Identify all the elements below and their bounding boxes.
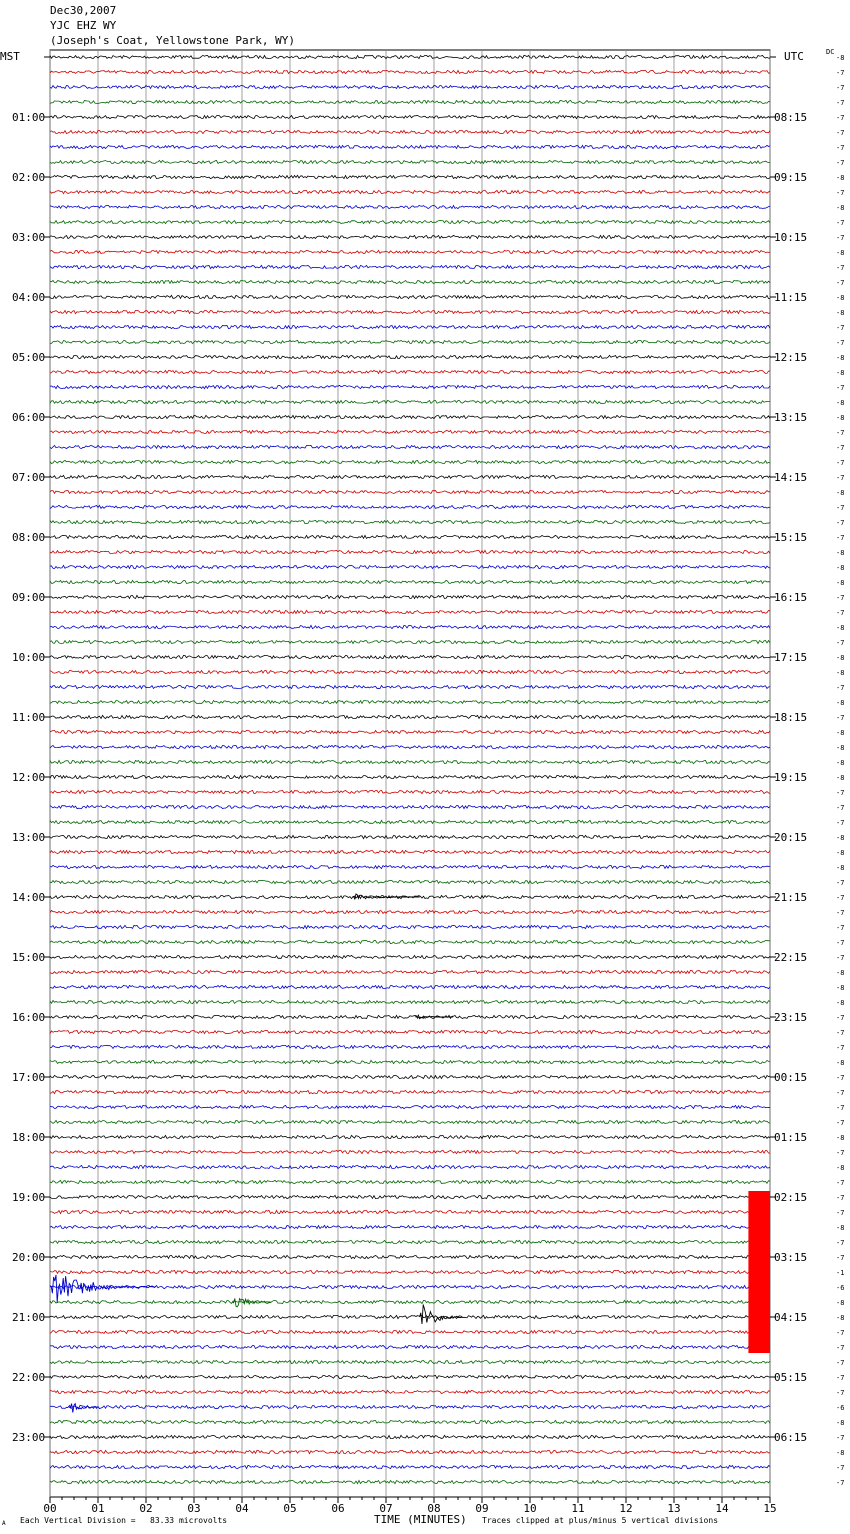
- trace-line: [50, 1210, 770, 1213]
- dc-offset-label: -8: [836, 849, 845, 857]
- seismic-event: [420, 1305, 463, 1325]
- dc-offset-label: -7: [836, 324, 845, 332]
- trace-line: [50, 745, 770, 748]
- trace-line: [50, 610, 770, 613]
- dc-offset-label: -8: [836, 654, 845, 662]
- seismic-event: [50, 1275, 156, 1303]
- left-hour-label: 17:00: [12, 1071, 46, 1084]
- left-axis-label: MST: [0, 50, 20, 63]
- dc-offset-label: -8: [836, 294, 845, 302]
- trace-line: [50, 640, 770, 643]
- dc-offset-label: -8: [836, 309, 845, 317]
- trace-line: [50, 1030, 770, 1033]
- dc-offset-label: -8: [836, 579, 845, 587]
- dc-offset-label: -8: [836, 414, 845, 422]
- right-hour-label: 09:15: [774, 171, 808, 184]
- trace-line: [50, 790, 770, 793]
- trace-line: [50, 1120, 770, 1123]
- dc-offset-label: -7: [836, 954, 845, 962]
- dc-offset-label: -8: [836, 624, 845, 632]
- dc-offset-label: -7: [836, 1119, 845, 1127]
- dc-offset-label: -6: [836, 1284, 845, 1292]
- dc-offset-label: -7: [836, 1089, 845, 1097]
- trace-line: [50, 1225, 770, 1228]
- dc-offset-label: -7: [836, 504, 845, 512]
- trace-line: [50, 265, 770, 268]
- dc-offset-label: -7: [836, 1239, 845, 1247]
- dc-offset-label: -7: [836, 429, 845, 437]
- x-tick-label: 11: [571, 1502, 585, 1515]
- dc-offset-label: -7: [836, 264, 845, 272]
- dc-offset-label: -8: [836, 969, 845, 977]
- trace-line: [50, 370, 770, 373]
- x-tick-label: 15: [763, 1502, 777, 1515]
- x-tick-label: 07: [379, 1502, 393, 1515]
- dc-offset-label: -7: [836, 1044, 845, 1052]
- trace-line: [50, 760, 770, 763]
- trace-line: [50, 400, 770, 403]
- dc-offset-label: -7: [836, 1179, 845, 1187]
- dc-offset-label: -7: [836, 1389, 845, 1397]
- dc-offset-label: -7: [836, 714, 845, 722]
- x-tick-label: 02: [139, 1502, 153, 1515]
- trace-line: [50, 1345, 770, 1348]
- trace-line: [50, 1315, 770, 1318]
- x-tick-label: 14: [715, 1502, 729, 1515]
- right-hour-label: 08:15: [774, 111, 808, 124]
- trace-line: [50, 1150, 770, 1153]
- x-tick-label: 06: [331, 1502, 345, 1515]
- trace-line: [50, 820, 770, 823]
- dc-offset-label: -7: [836, 384, 845, 392]
- trace-line: [50, 505, 770, 508]
- trace-line: [50, 835, 770, 838]
- dc-offset-label: -7: [836, 339, 845, 347]
- trace-line: [50, 205, 770, 208]
- trace-line: [50, 1000, 770, 1003]
- trace-line: [50, 880, 770, 883]
- trace-line: [50, 235, 770, 238]
- x-tick-label: 09: [475, 1502, 489, 1515]
- x-axis-title: TIME (MINUTES): [374, 1513, 467, 1526]
- dc-offset-label: -7: [836, 594, 845, 602]
- x-tick-label: 10: [523, 1502, 537, 1515]
- dc-offset-label: -7: [836, 99, 845, 107]
- trace-line: [50, 145, 770, 148]
- left-hour-label: 20:00: [12, 1251, 46, 1264]
- trace-line: [50, 1180, 770, 1183]
- left-hour-label: 18:00: [12, 1131, 46, 1144]
- dc-offset-label: -7: [836, 1479, 845, 1487]
- trace-line: [50, 115, 770, 118]
- trace-line: [50, 850, 770, 853]
- trace-line: [50, 70, 770, 73]
- trace-line: [50, 940, 770, 943]
- dc-offset-label: -7: [836, 1029, 845, 1037]
- right-hour-label: 12:15: [774, 351, 808, 364]
- left-hour-label: 03:00: [12, 231, 46, 244]
- trace-line: [50, 910, 770, 913]
- left-hour-label: 05:00: [12, 351, 46, 364]
- right-hour-label: 16:15: [774, 591, 808, 604]
- dc-offset-label: -7: [836, 894, 845, 902]
- left-hour-label: 14:00: [12, 891, 46, 904]
- dc-offset-label: -8: [836, 669, 845, 677]
- dc-offset-label: -7: [836, 939, 845, 947]
- x-tick-label: 01: [91, 1502, 105, 1515]
- dc-offset-label: -7: [836, 684, 845, 692]
- left-hour-label: 11:00: [12, 711, 46, 724]
- right-hour-label: 10:15: [774, 231, 808, 244]
- dc-offset-label: -8: [836, 1224, 845, 1232]
- trace-line: [50, 415, 770, 418]
- dc-offset-label: -8: [836, 249, 845, 257]
- dc-offset-label: -7: [836, 474, 845, 482]
- dc-offset-label: -8: [836, 864, 845, 872]
- left-hour-label: 15:00: [12, 951, 46, 964]
- left-hour-label: 21:00: [12, 1311, 46, 1324]
- dc-offset-label: -7: [836, 639, 845, 647]
- right-hour-label: 01:15: [774, 1131, 808, 1144]
- x-tick-label: 04: [235, 1502, 249, 1515]
- right-hour-label: 23:15: [774, 1011, 808, 1024]
- x-tick-label: 13: [667, 1502, 681, 1515]
- dc-offset-label: -8: [836, 399, 845, 407]
- trace-line: [50, 865, 770, 868]
- x-tick-label: 03: [187, 1502, 201, 1515]
- right-axis-label: UTC: [784, 50, 804, 63]
- trace-line: [50, 340, 770, 343]
- trace-line: [50, 220, 770, 223]
- trace-line: [50, 190, 770, 193]
- clip-note: Traces clipped at plus/minus 5 vertical divisions: [482, 1516, 719, 1525]
- trace-line: [50, 430, 770, 433]
- trace-line: [50, 670, 770, 673]
- left-hour-label: 09:00: [12, 591, 46, 604]
- dc-offset-label: -7: [836, 1329, 845, 1337]
- clipped-signal-block: [748, 1191, 770, 1353]
- trace-line: [50, 295, 770, 298]
- trace-line: [50, 550, 770, 553]
- trace-line: [50, 310, 770, 313]
- dc-offset-label: -7: [836, 129, 845, 137]
- dc-offset-label: -8: [836, 1299, 845, 1307]
- left-hour-label: 19:00: [12, 1191, 46, 1204]
- trace-line: [50, 1075, 770, 1078]
- x-tick-label: 12: [619, 1502, 633, 1515]
- trace-line: [50, 715, 770, 718]
- trace-line: [50, 250, 770, 253]
- trace-line: [50, 775, 770, 778]
- trace-line: [50, 1465, 770, 1468]
- trace-line: [50, 1135, 770, 1138]
- x-tick-label: 05: [283, 1502, 297, 1515]
- dc-label: DC: [826, 48, 835, 56]
- trace-line: [50, 55, 770, 58]
- left-hour-label: 22:00: [12, 1371, 46, 1384]
- left-hour-label: 10:00: [12, 651, 46, 664]
- dc-offset-label: -8: [836, 354, 845, 362]
- dc-offset-label: -7: [836, 1254, 845, 1262]
- dc-offset-label: -7: [836, 1464, 845, 1472]
- dc-offset-label: -7: [836, 534, 845, 542]
- trace-line: [50, 925, 770, 928]
- left-hour-label: 02:00: [12, 171, 46, 184]
- dc-offset-label: -8: [836, 759, 845, 767]
- dc-offset-label: -8: [836, 774, 845, 782]
- right-hour-label: 18:15: [774, 711, 808, 724]
- dc-offset-label: -8: [836, 549, 845, 557]
- dc-offset-label: -7: [836, 789, 845, 797]
- trace-line: [50, 325, 770, 328]
- trace-line: [50, 85, 770, 88]
- trace-line: [50, 730, 770, 733]
- dc-offset-label: -7: [836, 234, 845, 242]
- dc-offset-label: -8: [836, 1419, 845, 1427]
- dc-offset-label: -7: [836, 279, 845, 287]
- dc-offset-label: -7: [836, 819, 845, 827]
- trace-line: [50, 970, 770, 973]
- dc-offset-label: -8: [836, 1134, 845, 1142]
- dc-offset-label: -7: [836, 609, 845, 617]
- right-hour-label: 13:15: [774, 411, 808, 424]
- dc-offset-label: -7: [836, 69, 845, 77]
- trace-line: [50, 355, 770, 358]
- trace-line: [50, 1450, 770, 1453]
- dc-offset-label: -8: [836, 54, 845, 62]
- dc-offset-label: -8: [836, 1164, 845, 1172]
- dc-offset-label: -7: [836, 804, 845, 812]
- trace-line: [50, 805, 770, 808]
- dc-offset-label: -7: [836, 1344, 845, 1352]
- trace-line: [50, 1330, 770, 1333]
- dc-offset-label: -8: [836, 834, 845, 842]
- trace-line: [50, 1195, 770, 1198]
- left-hour-label: 13:00: [12, 831, 46, 844]
- dc-offset-label: -7: [836, 1209, 845, 1217]
- dc-offset-label: -7: [836, 1104, 845, 1112]
- trace-line: [50, 625, 770, 628]
- dc-offset-label: -8: [836, 174, 845, 182]
- right-hour-label: 15:15: [774, 531, 808, 544]
- dc-offset-label: -8: [836, 204, 845, 212]
- trace-line: [50, 565, 770, 568]
- dc-offset-label: -8: [836, 564, 845, 572]
- trace-line: [50, 535, 770, 538]
- dc-offset-label: -7: [836, 1149, 845, 1157]
- left-hour-label: 12:00: [12, 771, 46, 784]
- trace-line: [50, 160, 770, 163]
- left-hour-label: 06:00: [12, 411, 46, 424]
- right-hour-label: 04:15: [774, 1311, 808, 1324]
- dc-offset-label: -8: [836, 1449, 845, 1457]
- right-hour-label: 05:15: [774, 1371, 808, 1384]
- dc-offset-label: -7: [836, 1434, 845, 1442]
- left-hour-label: 04:00: [12, 291, 46, 304]
- corner-mark: A: [2, 1520, 6, 1527]
- right-hour-label: 20:15: [774, 831, 808, 844]
- right-hour-label: 21:15: [774, 891, 808, 904]
- right-hour-label: 11:15: [774, 291, 808, 304]
- dc-offset-label: -7: [836, 114, 845, 122]
- dc-offset-label: -7: [836, 159, 845, 167]
- trace-line: [50, 1090, 770, 1093]
- right-hour-label: 19:15: [774, 771, 808, 784]
- right-hour-label: 00:15: [774, 1071, 808, 1084]
- dc-offset-label: -8: [836, 489, 845, 497]
- x-tick-label: 00: [43, 1502, 57, 1515]
- right-hour-label: 14:15: [774, 471, 808, 484]
- date-label: Dec30,2007: [50, 4, 117, 17]
- trace-line: [50, 1480, 770, 1483]
- dc-offset-label: -7: [836, 189, 845, 197]
- left-hour-label: 01:00: [12, 111, 46, 124]
- dc-offset-label: -8: [836, 729, 845, 737]
- dc-offset-label: -7: [836, 444, 845, 452]
- trace-line: [50, 1165, 770, 1168]
- trace-line: [50, 1375, 770, 1378]
- trace-line: [50, 460, 770, 463]
- trace-line: [50, 100, 770, 103]
- left-hour-label: 16:00: [12, 1011, 46, 1024]
- trace-line: [50, 1015, 770, 1018]
- trace-line: [50, 490, 770, 493]
- trace-line: [50, 955, 770, 958]
- trace-line: [50, 595, 770, 598]
- dc-offset-label: -7: [836, 1194, 845, 1202]
- scale-note: Each Vertical Division = 83.33 microvolts: [20, 1516, 228, 1525]
- trace-line: [50, 1435, 770, 1438]
- dc-offset-label: -8: [836, 699, 845, 707]
- trace-line: [50, 520, 770, 523]
- trace-line: [50, 1420, 770, 1423]
- dc-offset-label: -7: [836, 519, 845, 527]
- dc-offset-label: -7: [836, 144, 845, 152]
- trace-line: [50, 1300, 770, 1303]
- location-label: (Joseph's Coat, Yellowstone Park, WY): [50, 34, 296, 47]
- right-hour-label: 17:15: [774, 651, 808, 664]
- dc-offset-label: -7: [836, 1359, 845, 1367]
- trace-line: [50, 1360, 770, 1363]
- dc-offset-label: -7: [836, 1014, 845, 1022]
- trace-line: [50, 1105, 770, 1108]
- dc-offset-label: -7: [836, 459, 845, 467]
- dc-offset-label: -8: [836, 999, 845, 1007]
- dc-offset-label: -7: [836, 879, 845, 887]
- dc-offset-label: -8: [836, 1059, 845, 1067]
- right-hour-label: 06:15: [774, 1431, 808, 1444]
- trace-line: [50, 1255, 770, 1258]
- trace-line: [50, 1285, 770, 1288]
- dc-offset-label: -7: [836, 909, 845, 917]
- trace-line: [50, 1045, 770, 1048]
- trace-line: [50, 445, 770, 448]
- left-hour-label: 07:00: [12, 471, 46, 484]
- trace-line: [50, 655, 770, 658]
- trace-line: [50, 175, 770, 178]
- left-hour-label: 08:00: [12, 531, 46, 544]
- right-hour-label: 03:15: [774, 1251, 808, 1264]
- dc-offset-label: -7: [836, 1074, 845, 1082]
- trace-line: [50, 580, 770, 583]
- x-tick-label: 08: [427, 1502, 441, 1515]
- dc-offset-label: -8: [836, 1314, 845, 1322]
- trace-line: [50, 280, 770, 283]
- trace-line: [50, 985, 770, 988]
- trace-line: [50, 1060, 770, 1063]
- trace-line: [50, 475, 770, 478]
- dc-offset-label: -8: [836, 369, 845, 377]
- dc-offset-label: -6: [836, 1404, 845, 1412]
- right-hour-label: 22:15: [774, 951, 808, 964]
- trace-line: [50, 1390, 770, 1393]
- dc-offset-label: -7: [836, 924, 845, 932]
- dc-offset-label: -7: [836, 219, 845, 227]
- dc-offset-label: -7: [836, 1374, 845, 1382]
- trace-line: [50, 130, 770, 133]
- trace-line: [50, 1405, 770, 1408]
- station-label: YJC EHZ WY: [50, 19, 117, 32]
- dc-offset-label: -8: [836, 744, 845, 752]
- trace-line: [50, 1240, 770, 1243]
- right-hour-label: 02:15: [774, 1191, 808, 1204]
- trace-line: [50, 385, 770, 388]
- dc-offset-label: -8: [836, 984, 845, 992]
- trace-line: [50, 685, 770, 688]
- dc-offset-label: -7: [836, 84, 845, 92]
- trace-line: [50, 1270, 770, 1273]
- left-hour-label: 23:00: [12, 1431, 46, 1444]
- dc-offset-label: -1: [836, 1269, 845, 1277]
- trace-line: [50, 700, 770, 703]
